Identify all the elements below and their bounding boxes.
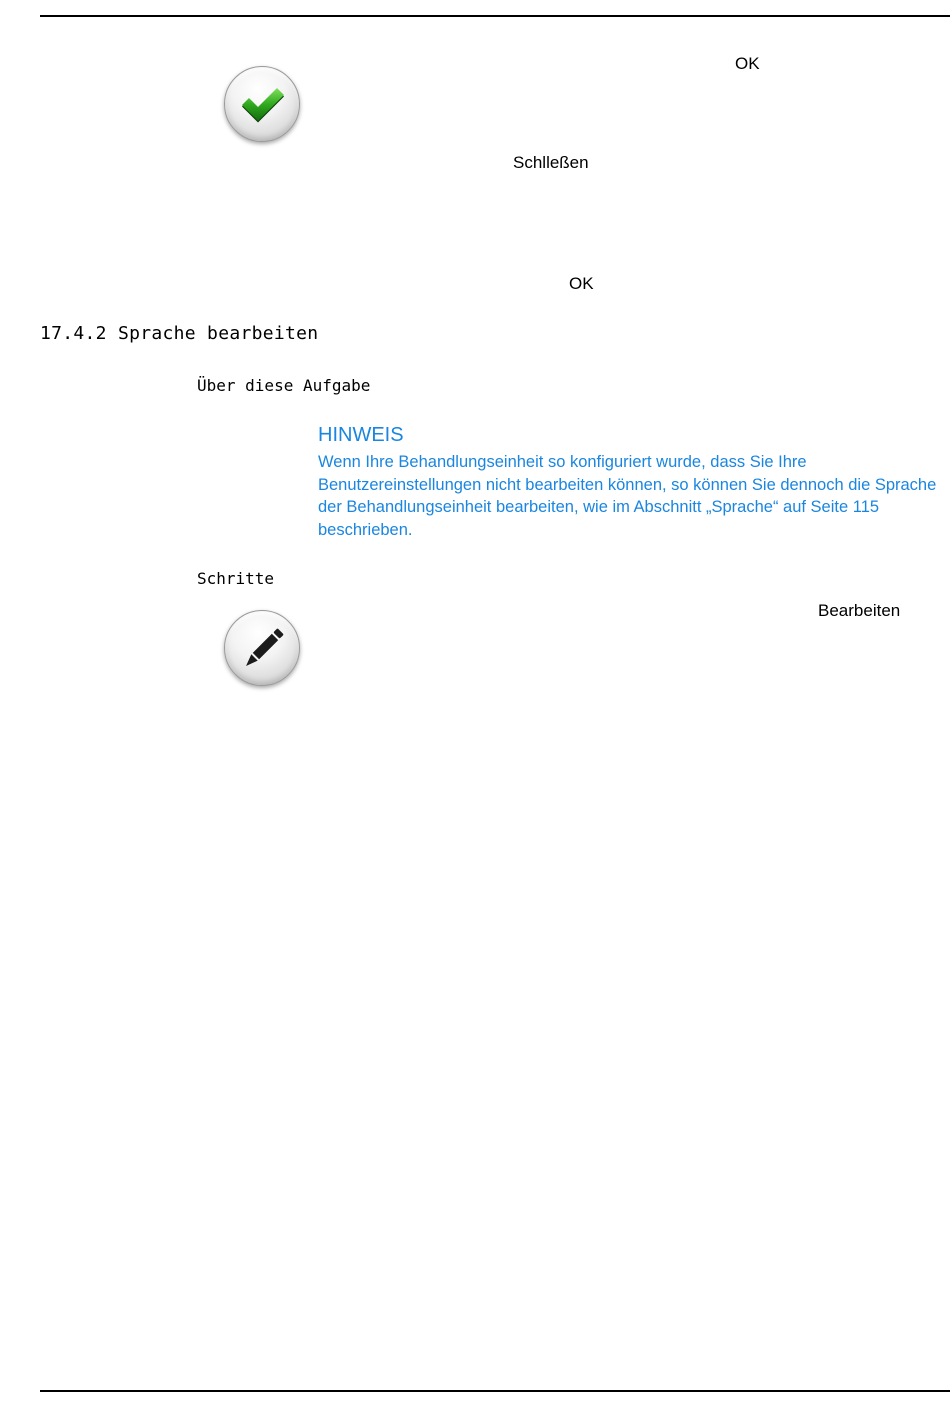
edit-label: Bearbeiten xyxy=(818,601,901,620)
checkmark-icon xyxy=(225,67,301,143)
ok-label-2: OK xyxy=(569,274,594,293)
pencil-icon xyxy=(225,611,301,687)
about-task-heading: Über diese Aufgabe xyxy=(197,376,371,395)
ok-label: OK xyxy=(735,54,760,73)
ok-button[interactable] xyxy=(224,66,300,142)
close-label: Schlleßen xyxy=(513,153,589,172)
footer-rule xyxy=(40,1390,950,1392)
edit-button[interactable] xyxy=(224,610,300,686)
section-title: 17.4.2 Sprache bearbeiten xyxy=(40,323,319,344)
header-rule xyxy=(40,15,950,17)
note-box xyxy=(318,423,948,541)
note-text: Wenn Ihre Behandlungseinheit so konfiguriert wurde, dass Sie Ihre Benutzereinstellungen nicht bearbeiten können, so können Sie dennoch die Sprache der Behandlungseinheit bearbeiten, wie im Abschnitt „Sprache“ auf Seite 115 beschrieben. xyxy=(318,453,937,539)
note-title: HINWEIS xyxy=(318,424,404,446)
steps-heading: Schritte xyxy=(197,569,275,588)
